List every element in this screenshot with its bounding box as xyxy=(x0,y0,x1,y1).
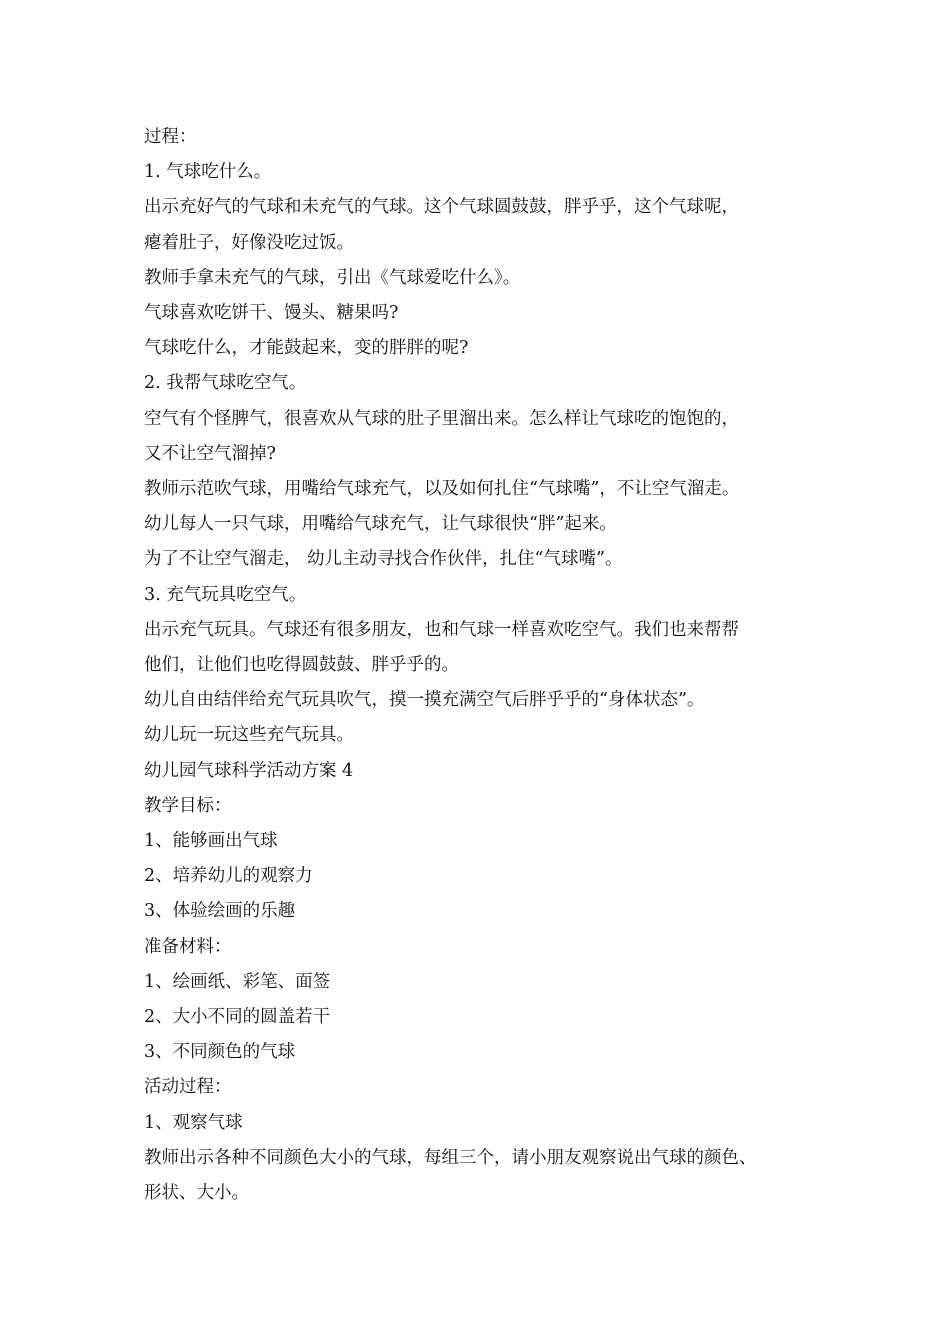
text-line: 空气有个怪脾气，很喜欢从气球的肚子里溜出来。怎么样让气球吃的饱饱的， xyxy=(144,408,739,429)
text-line: 出示充气玩具。气球还有很多朋友，也和气球一样喜欢吃空气。我们也来帮帮 xyxy=(144,619,739,640)
text-line: 1、能够画出气球 xyxy=(144,831,278,852)
text-line: 活动过程： xyxy=(144,1077,232,1098)
text-line: 2、培养幼儿的观察力 xyxy=(144,866,313,887)
text-line: 教师手拿未充气的气球，引出《气球爱吃什么》。 xyxy=(144,267,521,288)
text-line: 瘪着肚子，好像没吃过饭。 xyxy=(144,232,354,253)
text-line: 出示充好气的气球和未充气的气球。这个气球圆鼓鼓，胖乎乎，这个气球呢， xyxy=(144,197,739,218)
text-line: 气球喜欢吃饼干、馒头、糖果吗? xyxy=(144,303,399,324)
text-line: 3、不同颜色的气球 xyxy=(144,1042,296,1063)
text-line: 准备材料： xyxy=(144,936,232,957)
text-line: 教学目标： xyxy=(144,795,232,816)
text-line: 2、大小不同的圆盖若干 xyxy=(144,1007,331,1028)
text-line: 教师出示各种不同颜色大小的气球，每组三个，请小朋友观察说出气球的颜色、 xyxy=(144,1147,757,1168)
text-line: 3. 充气玩具吃空气。 xyxy=(144,584,307,605)
text-line: 过程： xyxy=(144,127,197,147)
text-line: 为了不让空气溜走， 幼儿主动寻找合作伙伴，扎住“气球嘴”。 xyxy=(144,549,623,570)
text-line: 3、体验绘画的乐趣 xyxy=(144,901,296,922)
text-line: 幼儿玩一玩这些充气玩具。 xyxy=(144,725,354,746)
text-line: 教师示范吹气球，用嘴给气球充气，以及如何扎住“气球嘴”，不让空气溜走。 xyxy=(144,479,740,500)
text-line: 又不让空气溜掉? xyxy=(144,443,276,464)
text-line: 2. 我帮气球吃空气。 xyxy=(144,373,307,394)
text-line: 1. 气球吃什么。 xyxy=(144,162,272,183)
text-line: 形状、大小。 xyxy=(144,1183,249,1204)
text-line: 幼儿自由结伴给充气玩具吹气，摸一摸充满空气后胖乎乎的“身体状态”。 xyxy=(144,690,705,711)
section-heading: 幼儿园气球科学活动方案 4 xyxy=(144,760,354,781)
text-line: 1、绘画纸、彩笔、面签 xyxy=(144,971,331,992)
text-line: 气球吃什么，才能鼓起来，变的胖胖的呢? xyxy=(144,338,469,359)
text-line: 他们，让他们也吃得圆鼓鼓、胖乎乎的。 xyxy=(144,655,459,676)
text-line: 幼儿每人一只气球，用嘴给气球充气，让气球很快“胖”起来。 xyxy=(144,514,617,535)
text-line: 1、观察气球 xyxy=(144,1112,243,1133)
